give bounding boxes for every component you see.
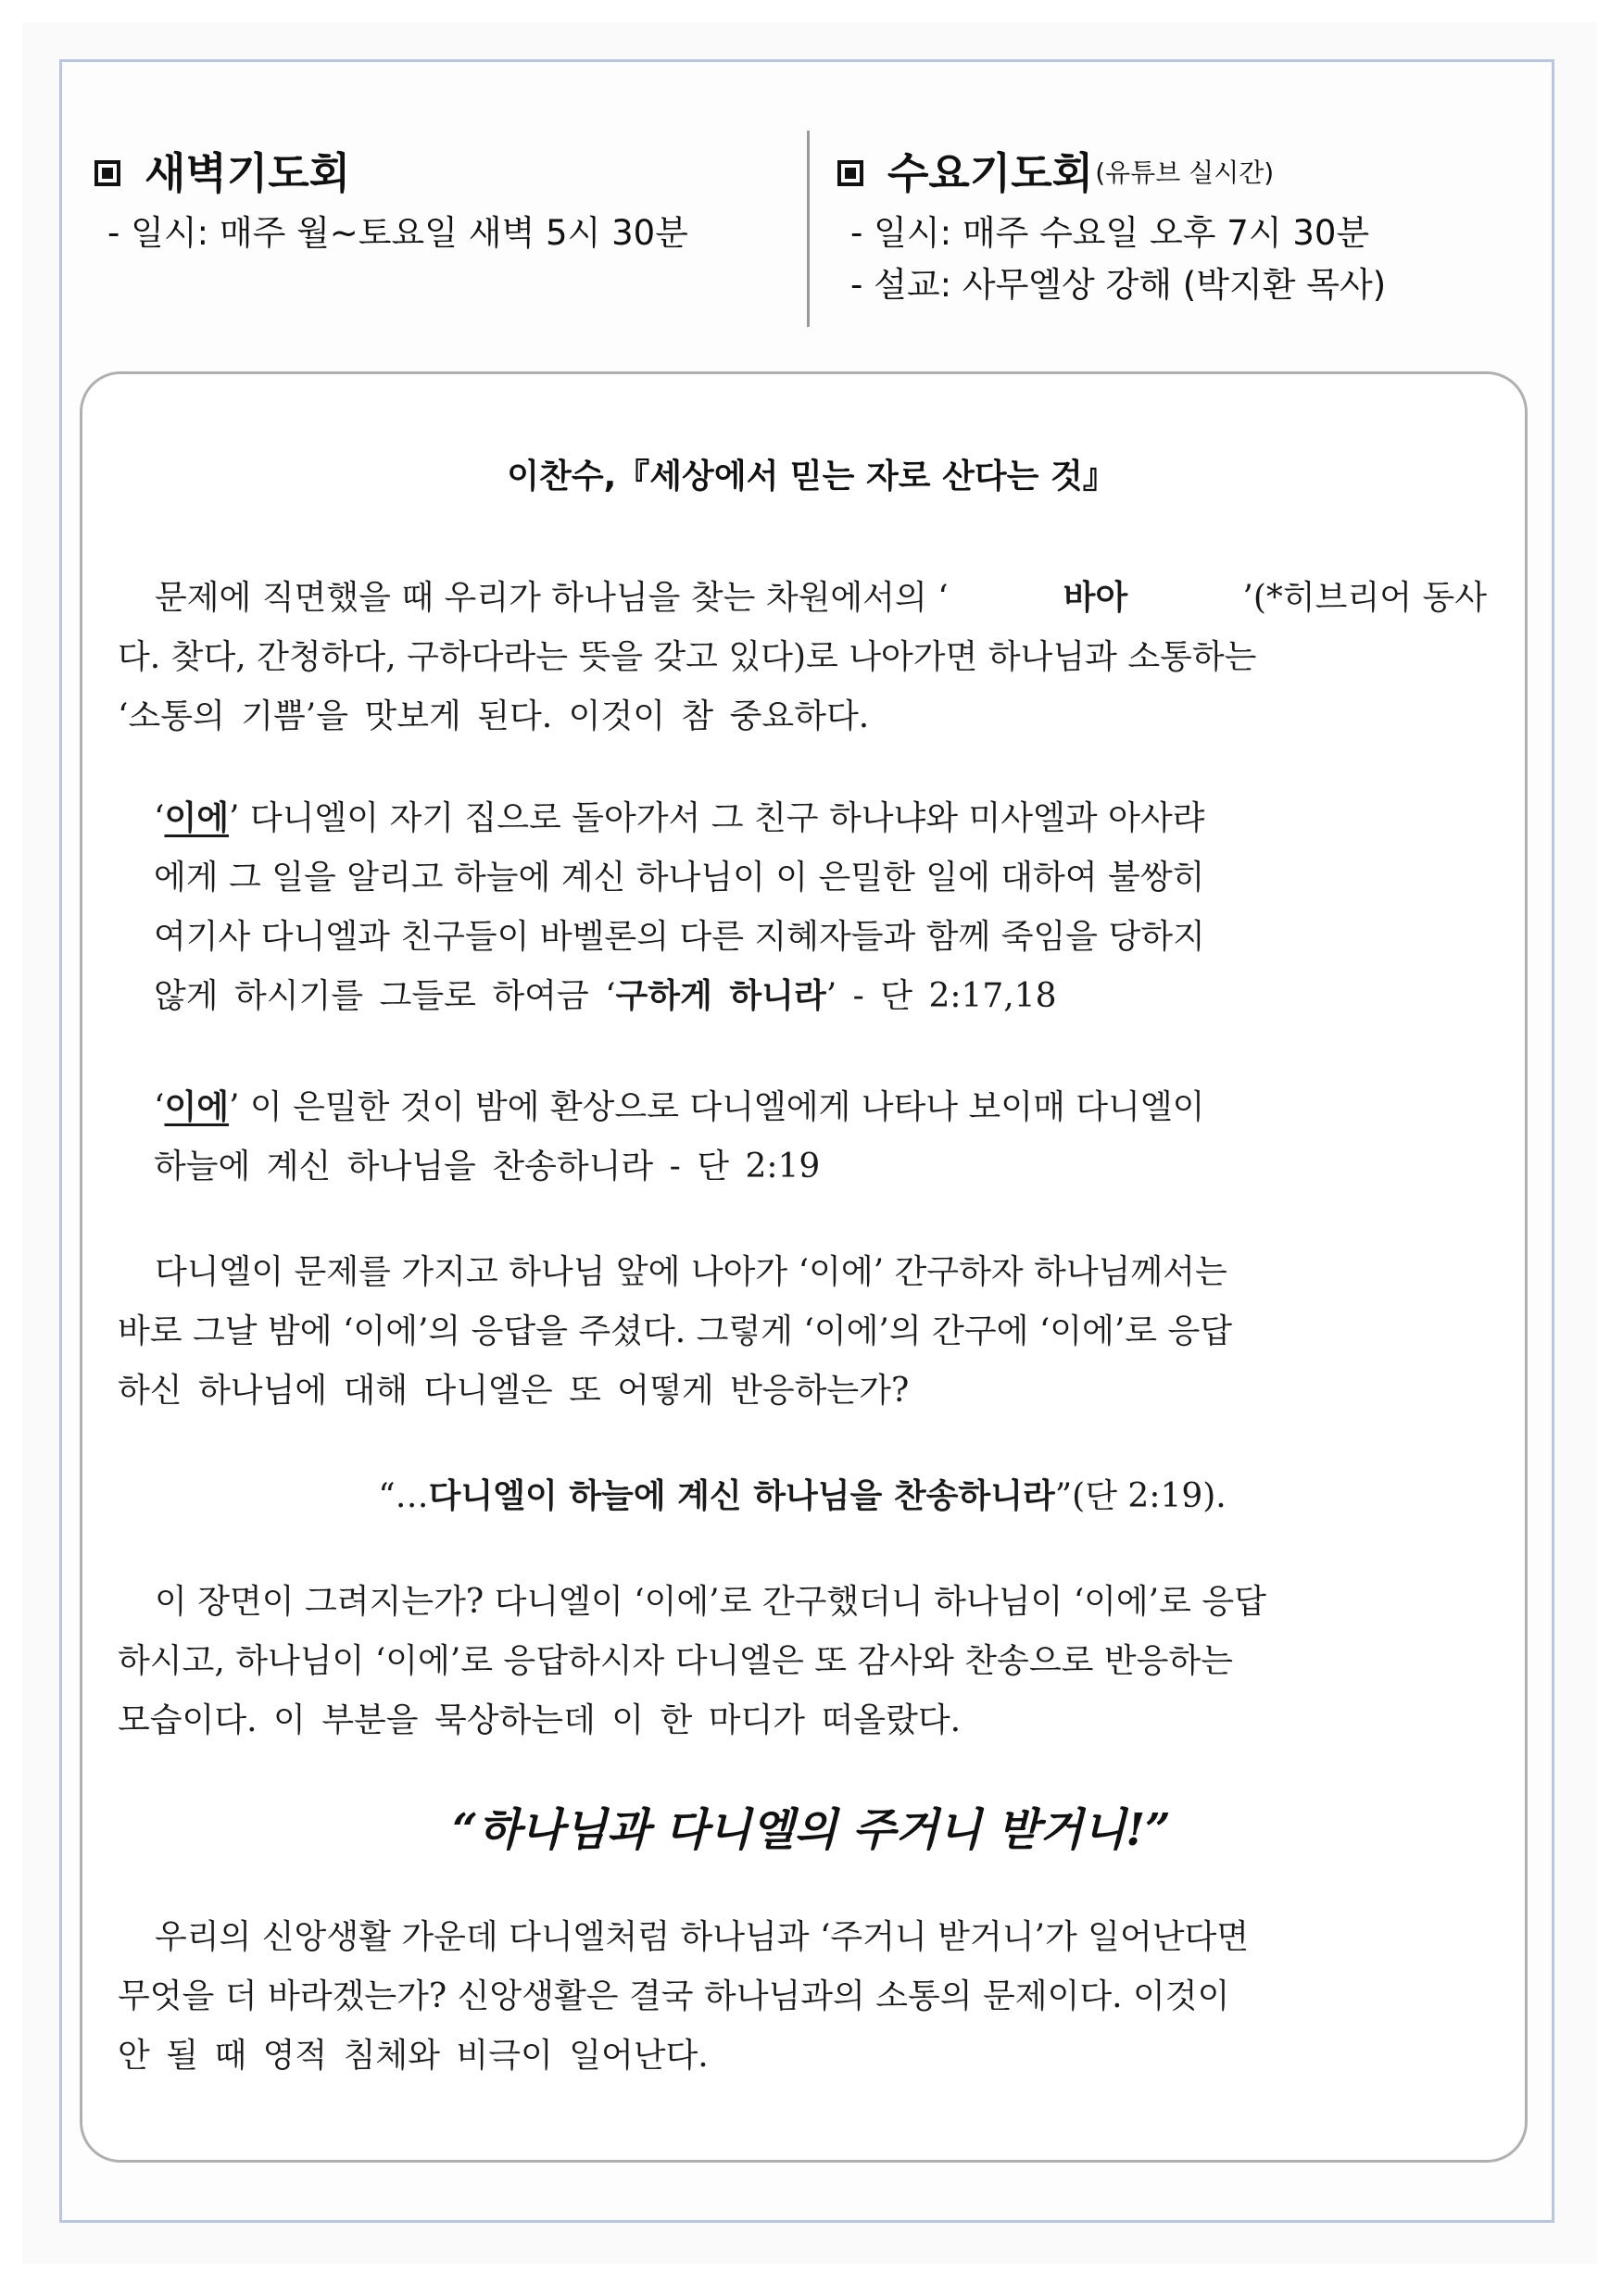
open-quote: ‘ — [154, 1088, 165, 1126]
paragraph-line — [154, 967, 1447, 1026]
bold-term: 다니엘이 하늘에 계신 하나님을 찬송하니라 — [428, 1477, 1055, 1515]
paragraph-line — [118, 1467, 1487, 1526]
wednesday-prayer-sermon: - 설교: 사무엘상 강해 (박지환 목사) — [850, 265, 1387, 305]
paragraph-1 — [118, 569, 1487, 747]
paragraph-4 — [118, 1908, 1487, 2086]
square-bullet-icon — [94, 160, 120, 186]
bold-term: 구하게 하니라 — [615, 977, 826, 1015]
text-span: 않게 하시기를 그들로 하여금 ‘ — [154, 977, 616, 1015]
paragraph-line: 하늘에 계신 하나님을 찬송하니라 - 단 2:19 — [154, 1148, 821, 1186]
open-quote: ‘ — [154, 799, 165, 837]
text-span — [154, 789, 1204, 848]
paragraph-line: 하시고, 하나님이 ‘이에’로 응답하시자 다니엘은 또 감사와 찬송으로 반응하는 — [118, 1642, 1233, 1680]
paragraph-line: 모습이다. 이 부분을 묵상하는데 이 한 마디가 떠올랐다. — [118, 1701, 962, 1739]
open-quote: “… — [378, 1477, 429, 1515]
scripture-quote-3 — [118, 1467, 1487, 1526]
dawn-prayer-heading — [89, 146, 688, 200]
scripture-quote-1 — [154, 789, 1447, 1026]
paragraph-2 — [118, 1243, 1487, 1421]
book-title: 이찬수,『세상에서 믿는 자로 산다는 것』 — [507, 458, 1116, 496]
wednesday-prayer-section — [832, 146, 1386, 311]
dawn-prayer-section — [89, 146, 688, 259]
citation: ”(단 2:19). — [1054, 1477, 1227, 1515]
bold-term: 바아 — [1063, 579, 1128, 617]
slogan: “하나님과 다니엘의 주거니 받거니!” — [452, 1804, 1171, 1856]
paragraph-line — [118, 569, 1487, 628]
paragraph-line: 여기사 다니엘과 친구들이 바벨론의 다른 지혜자들과 함께 죽임을 당하지 — [154, 918, 1205, 956]
paragraph-line: 이 장면이 그려지는가? 다니엘이 ‘이에’로 간구했더니 하나님이 ‘이에’로 응답 — [155, 1583, 1266, 1621]
text-span: ’ - 단 2:17,18 — [825, 977, 1057, 1015]
square-bullet-icon — [837, 160, 863, 186]
wednesday-prayer-subtitle: (유튜브 실시간) — [1095, 157, 1275, 188]
paragraph-line: 다니엘이 문제를 가지고 하나님 앞에 나아가 ‘이에’ 간구하자 하나님께서는 — [155, 1253, 1227, 1291]
paragraph-line: 안 될 때 영적 침체와 비극이 일어난다. — [118, 2037, 709, 2075]
text-span: 문제에 직면했을 때 우리가 하나님을 찾는 차원에서의 ‘ — [155, 579, 949, 617]
text-span: ’ 다니엘이 자기 집으로 돌아가서 그 친구 하나냐와 미사엘과 아사랴 — [229, 799, 1205, 837]
paragraph-line: 바로 그날 밤에 ‘이에’의 응답을 주셨다. 그렇게 ‘이에’의 간구에 ‘이에’로 응답 — [118, 1312, 1233, 1350]
paragraph-line — [154, 789, 1447, 848]
wednesday-prayer-heading — [832, 146, 1386, 200]
dawn-prayer-title: 새벽기도회 — [145, 148, 351, 198]
header-divider — [807, 131, 810, 327]
text-span: ’ 이 은밀한 것이 밤에 환상으로 다니엘에게 나타나 보이매 다니엘이 — [229, 1088, 1205, 1126]
paragraph-line: 다. 찾다, 간청하다, 구하다라는 뜻을 갖고 있다)로 나아가면 하나님과 소통하는 — [118, 638, 1257, 676]
underlined-term: 이에 — [164, 799, 230, 837]
wednesday-prayer-title: 수요기도회 — [887, 148, 1094, 198]
wednesday-prayer-time: - 일시: 매주 수요일 오후 7시 30분 — [850, 213, 1370, 253]
paragraph-line: 에게 그 일을 알리고 하늘에 계신 하나님이 이 은밀한 일에 대하여 불쌍히 — [154, 859, 1205, 897]
paragraph-3 — [118, 1573, 1487, 1750]
dawn-prayer-time: - 일시: 매주 월~토요일 새벽 5시 30분 — [107, 213, 688, 253]
paragraph-line: 우리의 신앙생활 가운데 다니엘처럼 하나님과 ‘주거니 받거니’가 일어난다면 — [155, 1918, 1250, 1956]
paragraph-line: 하신 하나님에 대해 다니엘은 또 어떻게 반응하는가? — [118, 1372, 910, 1410]
text-span — [154, 1078, 1204, 1137]
underlined-term: 이에 — [164, 1088, 230, 1126]
scripture-quote-2 — [154, 1078, 1447, 1197]
paragraph-line: ‘소통의 기쁨’을 맛보게 된다. 이것이 참 중요하다. — [118, 697, 870, 735]
text-span: ’(*히브리어 동사 — [1242, 579, 1487, 617]
paragraph-line — [154, 1078, 1447, 1137]
paragraph-line: 무엇을 더 바라겠는가? 신앙생활은 결국 하나님과의 소통의 문제이다. 이것이 — [118, 1977, 1230, 2015]
